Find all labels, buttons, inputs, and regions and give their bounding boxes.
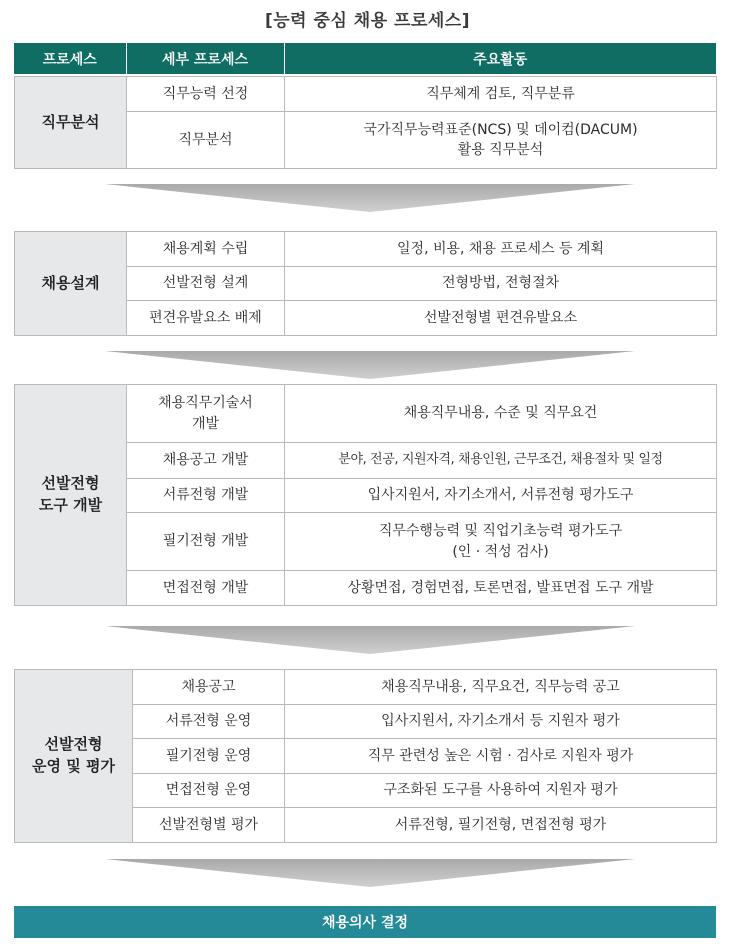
down-arrow-icon (105, 184, 635, 212)
section-tool-development (14, 384, 717, 606)
down-arrow-icon (105, 859, 635, 887)
section-operation-evaluation (14, 669, 717, 843)
activity: 국가직무능력표준(NCS) 및 데이컴(DACUM) 활용 직무분석 (285, 112, 717, 169)
sub-process: 선발전형 설계 (127, 267, 285, 301)
activity: 전형방법, 전형절차 (285, 267, 717, 301)
section-job-analysis (14, 76, 717, 169)
sub-process: 채용공고 (133, 670, 285, 705)
sub-process: 필기전형 개발 (127, 513, 285, 571)
sub-process: 서류전형 개발 (127, 479, 285, 513)
sub-process: 면접전형 운영 (133, 774, 285, 808)
activity: 채용직무내용, 수준 및 직무요건 (285, 385, 717, 443)
sub-process: 선발전형별 평가 (133, 808, 285, 843)
sub-process: 서류전형 운영 (133, 705, 285, 739)
page-title: [능력 중심 채용 프로세스] (264, 11, 470, 31)
category-cell: 채용설계 (15, 232, 127, 336)
sub-process: 필기전형 운영 (133, 739, 285, 774)
category-cell: 선발전형 운영 및 평가 (15, 670, 133, 843)
activity: 서류전형, 필기전형, 면접전형 평가 (285, 808, 717, 843)
down-arrow-icon (105, 351, 635, 379)
activity: 직무수행능력 및 직업기초능력 평가도구 (인 · 적성 검사) (285, 513, 717, 571)
activity: 상황면접, 경험면접, 토론면접, 발표면접 도구 개발 (285, 571, 717, 606)
header-process: 프로세스 (14, 43, 126, 74)
activity: 일정, 비용, 채용 프로세스 등 계획 (285, 232, 717, 267)
category-cell: 직무분석 (15, 77, 127, 169)
sub-process: 면접전형 개발 (127, 571, 285, 606)
sub-process: 채용공고 개발 (127, 443, 285, 479)
activity: 채용직무내용, 직무요건, 직무능력 공고 (285, 670, 717, 705)
table-header (14, 43, 716, 74)
down-arrow-icon (105, 626, 635, 654)
activity: 분야, 전공, 지원자격, 채용인원, 근무조건, 채용절차 및 일정 (285, 443, 717, 479)
section-recruitment-design (14, 231, 717, 336)
final-step-banner: 채용의사 결정 (14, 906, 716, 938)
activity: 입사지원서, 자기소개서 등 지원자 평가 (285, 705, 717, 739)
sub-process: 편견유발요소 배제 (127, 301, 285, 336)
activity: 선발전형별 편견유발요소 (285, 301, 717, 336)
header-main-activity: 주요활동 (284, 43, 716, 74)
sub-process: 직무능력 선정 (127, 77, 285, 112)
activity: 구조화된 도구를 사용하여 지원자 평가 (285, 774, 717, 808)
activity: 입사지원서, 자기소개서, 서류전형 평가도구 (285, 479, 717, 513)
header-detail-process: 세부 프로세스 (126, 43, 284, 74)
activity: 직무 관련성 높은 시험 · 검사로 지원자 평가 (285, 739, 717, 774)
sub-process: 채용계획 수립 (127, 232, 285, 267)
category-cell: 선발전형 도구 개발 (15, 385, 127, 606)
sub-process: 직무분석 (127, 112, 285, 169)
activity: 직무체계 검토, 직무분류 (285, 77, 717, 112)
sub-process: 채용직무기술서 개발 (127, 385, 285, 443)
